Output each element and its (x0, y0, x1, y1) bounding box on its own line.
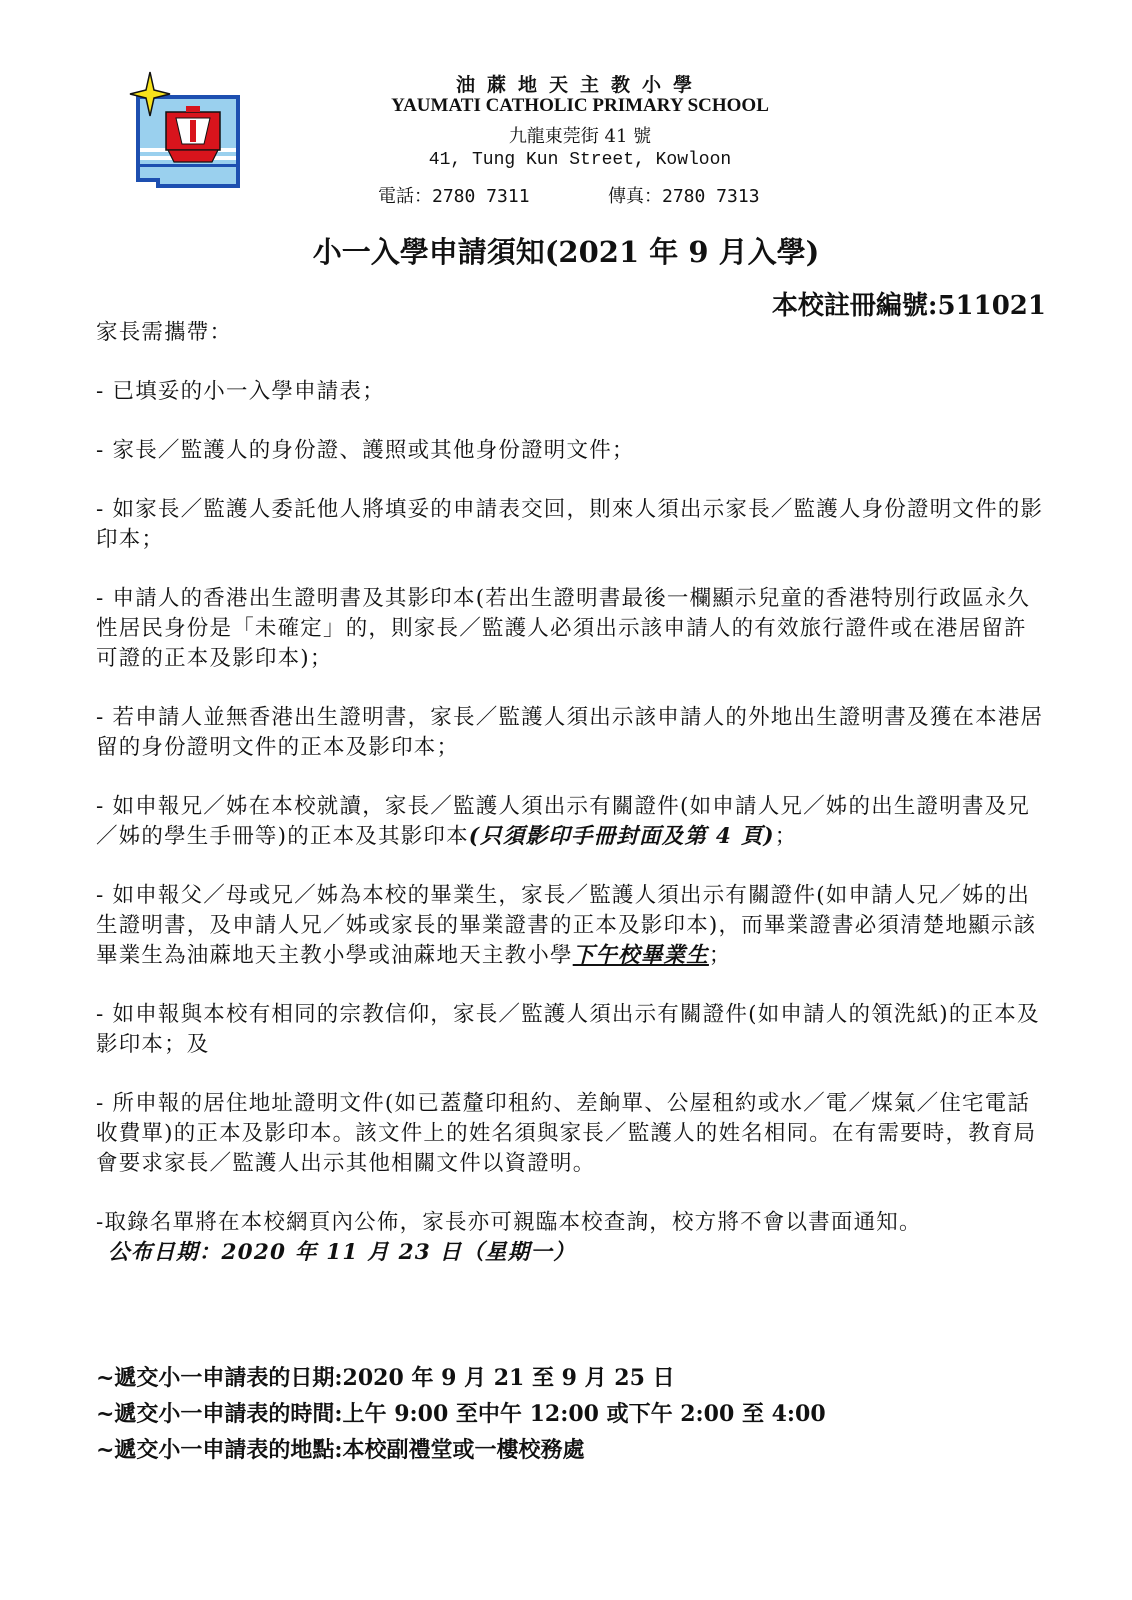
list-item (96, 436, 1048, 466)
address-en: 41, Tung Kun Street, Kowloon (428, 150, 732, 170)
telephone: 電話：2780 7311 (378, 186, 530, 207)
submission-info (96, 1360, 826, 1468)
list-item-tail: ； (774, 824, 798, 849)
submission-place: ~遞交小一申請表的地點:本校副禮堂或一樓校務處 (96, 1437, 585, 1463)
emphasis-text: 下午校畢業生 (572, 943, 709, 968)
list-item (96, 377, 1048, 407)
list-item-text: - 如申報與本校有相同的宗教信仰，家長／監護人須出示有關證件(如申請人的領洗紙)的正本及影印本；及 (96, 1002, 1040, 1057)
list-item-text: - 申請人的香港出生證明書及其影印本(若出生證明書最後一欄顯示兒童的香港特別行政區永久性居民身份是「未確定」的，則家長／監護人必須出示該申請人的有效旅行證件或在港居留許可證的正本及影印本)； (96, 586, 1031, 671)
submission-dates: ~遞交小一申請表的日期:2020 年 9 月 21 至 9 月 25 日 (96, 1365, 675, 1391)
list-item-tail: ； (708, 943, 732, 968)
submission-times: ~遞交小一申請表的時間:上午 9:00 至中午 12:00 或下午 2:00 至 4:00 (96, 1401, 826, 1427)
list-item (96, 1000, 1048, 1060)
list-item (96, 584, 1048, 674)
address-cn: 九龍東莞街 41 號 (508, 126, 652, 147)
list-item-text: - 如申報父／母或兄／姊為本校的畢業生，家長／監護人須出示有關證件(如申請人兄／姊的出生證明書，及申請人兄／姊或家長的畢業證書的正本及影印本)，而畢業證書必須清楚地顯示該畢業生為油蔴地天主教小學或油蔴地天主教小學 (96, 883, 1037, 968)
list-item-text: - 如家長／監護人委託他人將填妥的申請表交回，則來人須出示家長／監護人身份證明文件的影印本； (96, 497, 1044, 552)
school-name-en: YAUMATI CATHOLIC PRIMARY SCHOOL (391, 95, 769, 116)
school-logo (128, 70, 250, 195)
emphasis-text: (只須影印手冊封面及第 4 頁) (468, 824, 775, 849)
list-item-text: - 所申報的居住地址證明文件(如已蓋釐印租約、差餉單、公屋租約或水／電／煤氣／住宅電話收費單)的正本及影印本。該文件上的姓名須與家長／監護人的姓名相同。在有需要時，教育局會要求家長／監護人出示其他相關文件以資證明。 (96, 1091, 1037, 1176)
list-item-text: - 如申報兄／姊在本校就讀，家長／監護人須出示有關證件(如申請人兄／姊的出生證明書及兄／姊的學生手冊等)的正本及其影印本 (96, 794, 1031, 849)
page-title: 小一入學申請須知(2021 年 9 月入學) (312, 235, 820, 269)
list-item (96, 881, 1048, 971)
school-name-cn: 油蔴地天主教小學 (455, 74, 704, 96)
list-item-text: - 若申請人並無香港出生證明書，家長／監護人須出示該申請人的外地出生證明書及獲在本港居留的身份證明文件的正本及影印本； (96, 705, 1044, 760)
registration-number: 本校註冊編號:511021 (771, 291, 1046, 321)
list-item (96, 495, 1048, 555)
admission-note (96, 1208, 1048, 1268)
requirements-section (96, 318, 1048, 1268)
announce-date: 公布日期：2020 年 11 月 23 日（星期一） (108, 1240, 576, 1265)
intro-text: 家長需攜帶： (96, 320, 233, 345)
list-item (96, 792, 1048, 852)
list-item (96, 1089, 1048, 1179)
admission-note-text: -取錄名單將在本校網頁內公佈，家長亦可親臨本校查詢，校方將不會以書面通知。 (96, 1210, 922, 1235)
list-item-text: - 家長／監護人的身份證、護照或其他身份證明文件； (96, 438, 635, 463)
fax: 傳真：2780 7313 (608, 186, 760, 207)
list-item (96, 703, 1048, 763)
list-item-text: - 已填妥的小一入學申請表； (96, 379, 385, 404)
